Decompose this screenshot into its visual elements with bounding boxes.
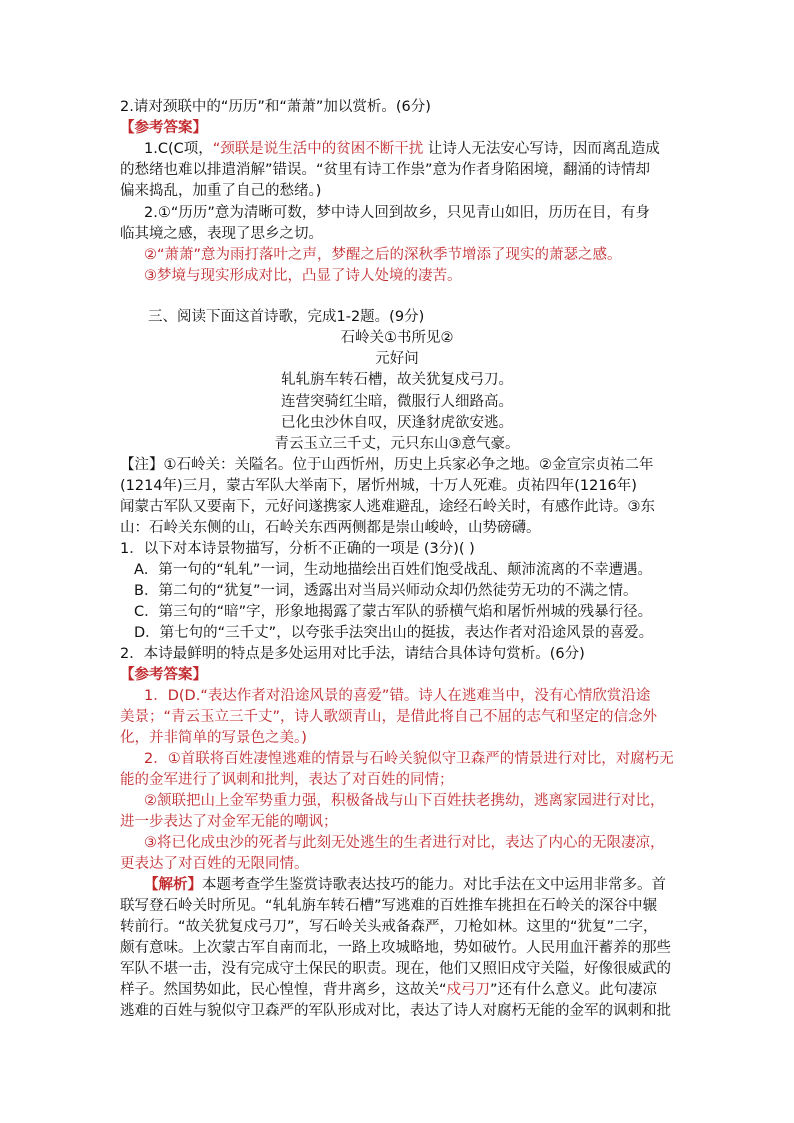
note-line-3: 闻蒙古军队又要南下，元好问遂携家人逃难避乱，途经石岭关时，有感作此诗。③东	[120, 499, 655, 515]
analysis-line-1	[144, 875, 666, 895]
analysis-text-6c: ”还有什么意义。此句凄凉	[490, 982, 658, 998]
answer-2-line-4: ③梦境与现实形成对比，凸显了诗人处境的凄苦。	[144, 268, 462, 284]
analysis-label: 【解析】	[144, 877, 202, 893]
question-2-heading: 2.请对颈联中的“历历”和“萧萧”加以赏析。(6分)	[120, 99, 431, 115]
note-line-1: 【注】①石岭关：关隘名。位于山西忻州，历史上兵家必争之地。②金宣宗贞祐二年	[120, 457, 654, 473]
option-b: B．第二句的“犹复”一词，透露出对当局兴师动众却仍然徒劳无功的不满之情。	[134, 583, 638, 599]
answer-label: 【参考答案】	[120, 120, 207, 136]
option-a: A．第一句的“轧轧”一词，生动地描绘出百姓们饱受战乱、颠沛流离的不幸遭遇。	[134, 562, 652, 578]
answer-3-1-line-3: 化，并非简单的写景色之美。)	[120, 730, 307, 746]
answer-2-line-1: 2.①“历历”意为清晰可数，梦中诗人回到故乡，只见青山如旧，历历在目，有身	[144, 205, 650, 221]
answer-3-2-line-2: 能的金军进行了讽刺和批判，表达了对百姓的同情；	[120, 772, 454, 788]
poem-author: 元好问	[375, 351, 419, 367]
answer-3-2-line-6: 更表达了对百姓的无限同情。	[120, 856, 309, 872]
poem-title: 石岭关①书所见②	[340, 330, 454, 346]
answer-label-2: 【参考答案】	[120, 667, 207, 683]
answer-3-2-line-5: ③将已化成虫沙的死者与此刻无处逃生的生者进行对比，表达了内心的无限凄凉，	[144, 835, 665, 851]
answer-1-line-2: 的愁绪也难以排遣消解”错误。“贫里有诗工作祟”意为作者身陷困境，翻涌的诗情却	[120, 162, 651, 178]
answer-1-line-1	[144, 139, 660, 159]
question-2: 2．本诗最鲜明的特点是多处运用对比手法，请结合具体诗句赏析。(6分)	[120, 646, 585, 662]
answer-3-2-line-4: 进一步表达了对金军无能的嘲讽；	[120, 814, 338, 830]
poem-line-2: 连营突骑红尘暗，微服行人细路高。	[281, 394, 513, 410]
option-d: D．第七句的“三千丈”，以夸张手法突出山的挺拔，表达作者对沿途风景的喜爱。	[134, 625, 654, 641]
note-line-4: 山：石岭关东侧的山，石岭关东西两侧都是崇山峻岭，山势磅礴。	[120, 520, 541, 536]
analysis-line-7: 逃难的百姓与貌似守卫森严的军队形成对比，表达了诗人对腐朽无能的金军的讽刺和批	[120, 1003, 671, 1019]
poem-line-3: 已化虫沙休自叹，厌逢豺虎欲安逃。	[281, 415, 513, 431]
answer-3-1-line-1: 1．D(D.“表达作者对沿途风景的喜爱”错。诗人在逃难当中，没有心情欣赏沿途	[144, 688, 651, 704]
answer-3-2-line-3: ②颔联把山上金军势重力强，积极备战与山下百姓扶老携幼，逃离家园进行对比，	[144, 793, 665, 809]
answer-1-quote: “颈联是说生活中的贫困不断干扰	[212, 141, 424, 157]
analysis-line-5: 军队不堪一击，没有完成守土保民的职责。现在，他们又照旧戍守关隘，好像很威武的	[120, 961, 671, 977]
answer-3-1-line-2: 美景；“青云玉立三千丈”，诗人歌颂青山，是借此将自己不屈的志气和坚定的信念外	[120, 709, 658, 725]
answer-2-line-2: 临其境之感，表现了思乡之切。	[120, 226, 323, 242]
answer-1-prefix: 1.C(C项，	[144, 141, 213, 157]
analysis-text-1: 本题考查学生鉴赏诗歌表达技巧的能力。对比手法在文中运用非常多。首	[202, 877, 666, 893]
answer-1-line-3: 偏来捣乱，加重了自己的愁绪。)	[120, 183, 322, 199]
analysis-line-3: 转前行。“故关犹复戍弓刀”，写石岭关头戒备森严，刀枪如林。这里的“犹复”二字，	[120, 919, 658, 935]
answer-1-quote-cont: 让诗人无法安心写诗，因而离乱造成	[427, 141, 660, 157]
analysis-line-2: 联写登石岭关时所见。“轧轧旃车转石槽”写逃难的百姓推车挑担在石岭关的深谷中辗	[120, 898, 658, 914]
analysis-quote: 戍弓刀	[446, 982, 491, 998]
section-3-heading: 三、阅读下面这首诗歌，完成1-2题。(9分)	[148, 309, 425, 325]
analysis-line-4: 颇有意味。上次蒙古军自南而北，一路上攻城略地，势如破竹。人民用血汗蓄养的那些	[120, 940, 671, 956]
answer-2-line-3: ②“萧萧”意为雨打落叶之声，梦醒之后的深秋季节增添了现实的萧瑟之感。	[144, 247, 622, 263]
option-c: C．第三句的“暗”字，形象地揭露了蒙古军队的骄横气焰和屠忻州城的残暴行径。	[134, 604, 653, 620]
question-1: 1．以下对本诗景物描写，分析不正确的一项是 (3分)( )	[120, 541, 475, 557]
analysis-text-6a: 样子。然国势如此，民心惶惶，背井离乡，这故关“	[120, 982, 447, 998]
note-line-2: (1214年)三月，蒙古军队大举南下，屠忻州城，十万人死难。贞祐四年(1216年)	[120, 478, 637, 494]
poem-line-4: 青云玉立三千丈，元只东山③意气豪。	[274, 436, 520, 452]
poem-line-1: 轧轧旃车转石槽，故关犹复戍弓刀。	[281, 372, 513, 388]
analysis-line-6	[120, 980, 657, 1000]
answer-3-2-line-1: 2．①首联将百姓凄惶逃难的情景与石岭关貌似守卫森严的情景进行对比，对腐朽无	[144, 751, 674, 767]
